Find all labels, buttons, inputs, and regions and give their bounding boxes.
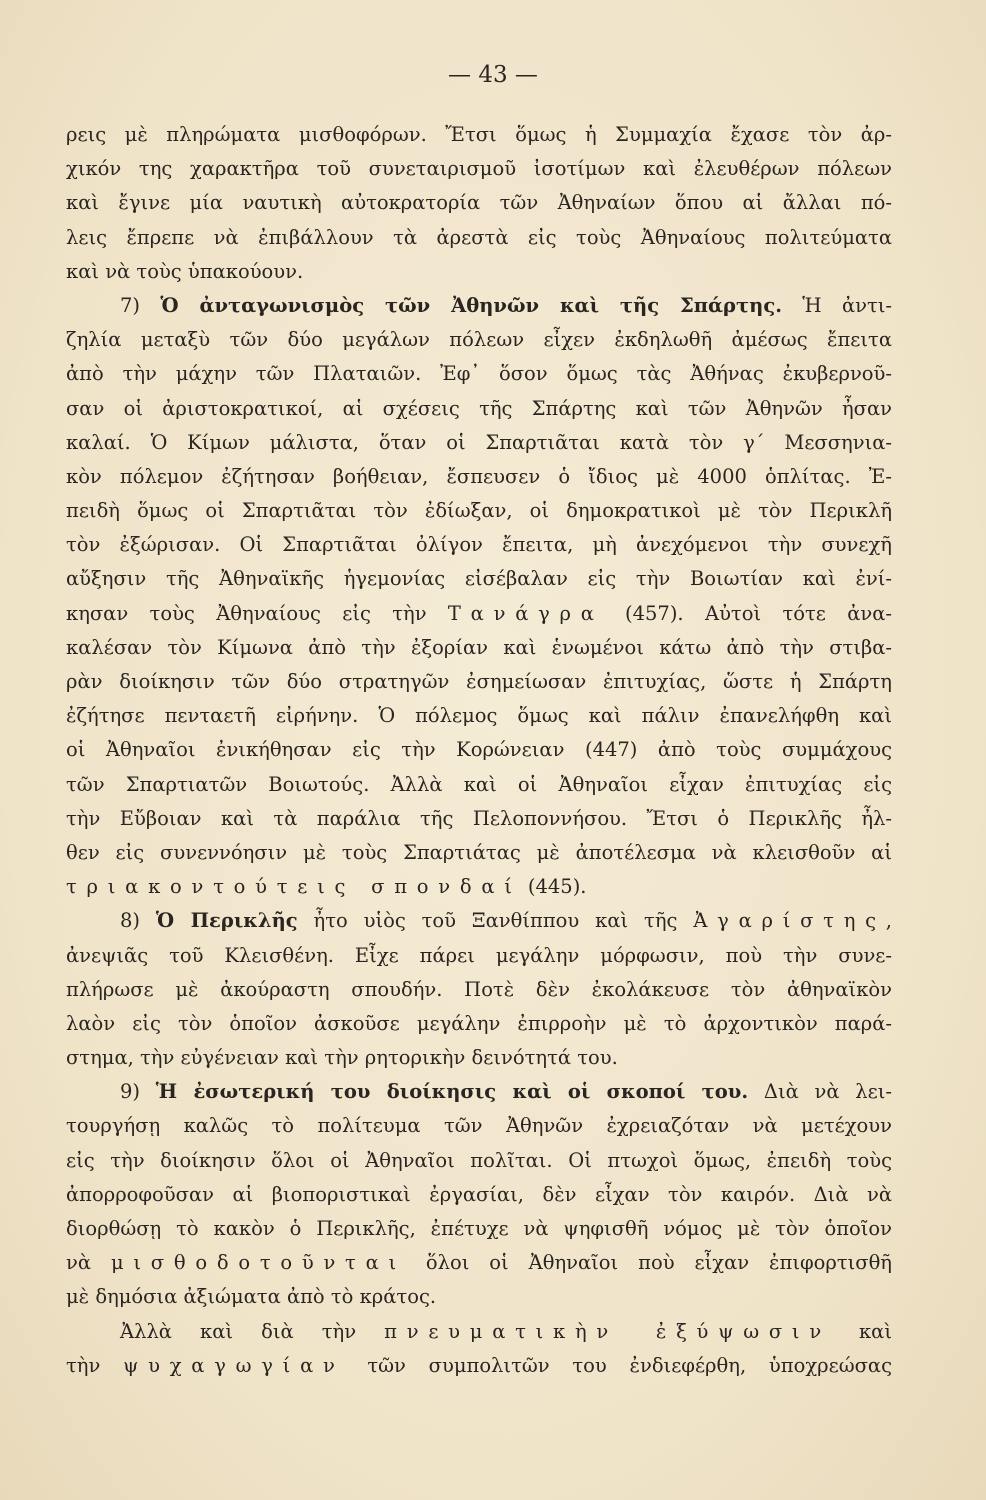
line-text: πλήρωσε μὲ ἀκούραστη σπουδήν. Ποτὲ δὲν ἐκολάκευσε τὸν ἀθηναϊκὸν: [66, 977, 892, 1001]
text-line: [66, 699, 892, 733]
text-line: [66, 1041, 892, 1075]
line-text: τουργήσῃ καλῶς τὸ πολίτευμα τῶν Ἀθηνῶν ἐχρειαζόταν νὰ μετέχουν: [66, 1114, 892, 1138]
line-text: αὔξησιν τῆς Ἀθηναϊκῆς ἡγεμονίας εἰσέβαλαν εἰς τὴν Βοιωτίαν καὶ ἐνί-: [66, 567, 892, 591]
emphasized-text: πνευματικὴν ἐξύψωσιν: [384, 1319, 831, 1343]
line-text: οἱ Ἀθηναῖοι ἐνικήθησαν εἰς τὴν Κορώνειαν (447) ἀπὸ τοὺς συμμάχους: [66, 738, 892, 762]
line-text: καὶ νὰ τοὺς ὑπακούουν.: [66, 259, 304, 283]
line-text: θεν εἰς συνεννόησιν μὲ τοὺς Σπαρτιάτας μὲ ἀποτέλεσμα νὰ κλεισθοῦν αἱ: [66, 840, 892, 864]
emphasized-text: ψυχαγωγίαν: [123, 1353, 345, 1377]
text-line: [66, 836, 892, 870]
emphasized-text: Τανάγρα: [447, 601, 604, 625]
text-line: [66, 665, 892, 699]
line-text: λεις ἔπρεπε νὰ ἐπιβάλλουν τὰ ἀρεστὰ εἰς τοὺς Ἀθηναίους πολιτεύματα: [66, 225, 892, 249]
text-line: [66, 870, 892, 904]
text-line: [66, 1349, 892, 1383]
text-line: [66, 768, 892, 802]
line-text: λαὸν εἰς τὸν ὁποῖον ἀσκοῦσε μεγάλην ἐπιρροὴν μὲ τὸ ἀρχοντικὸν παρά-: [66, 1011, 892, 1035]
text-line: [66, 494, 892, 528]
line-text: καλέσαν τὸν Κίμωνα ἀπὸ τὴν ἐξορίαν καὶ ἑνωμένοι κάτω ἀπὸ τὴν στιβα-: [66, 635, 892, 659]
line-text: τῶν Σπαρτιατῶν Βοιωτούς. Ἀλλὰ καὶ οἱ Ἀθηναῖοι εἶχαν ἐπιτυχίας εἰς: [66, 772, 892, 796]
line-text: καὶ: [830, 1319, 892, 1343]
line-text: κὸν πόλεμον ἐζήτησαν βοήθειαν, ἔσπευσεν ὁ ἴδιος μὲ 4000 ὁπλίτας. Ἐ-: [66, 464, 892, 488]
line-text: εἰς τὴν διοίκησιν ὅλοι οἱ Ἀθηναῖοι πολῖται. Οἱ πτωχοὶ ὅμως, ἐπειδὴ τοὺς: [66, 1148, 892, 1172]
text-line: [66, 323, 892, 357]
line-text: χικόν της χαρακτῆρα τοῦ συνεταιρισμοῦ ἰσοτίμων καὶ ἐλευθέρων πόλεων: [66, 157, 892, 181]
text-line: [66, 631, 892, 665]
section-heading: Ὁ Περικλῆς: [155, 909, 298, 933]
text-line: [66, 562, 892, 596]
line-text: 9): [120, 1080, 156, 1104]
emphasized-text: μισθοδοτοῦνται: [110, 1251, 406, 1275]
text-line: [66, 1075, 892, 1109]
line-text: μὲ δημόσια ἀξιώματα ἀπὸ τὸ κράτος.: [66, 1285, 437, 1309]
line-text: τὸν ἐξώρισαν. Οἱ Σπαρτιᾶται ὀλίγον ἔπειτα, μὴ ἀνεχόμενοι τὴν συνεχῆ: [66, 533, 892, 557]
text-line: [66, 357, 892, 391]
line-text: (457). Αὐτοὶ τότε ἀνα-: [603, 601, 892, 625]
line-text: τὴν Εὔβοιαν καὶ τὰ παράλια τῆς Πελοποννήσου. Ἔτσι ὁ Περικλῆς ἦλ-: [66, 806, 892, 830]
text-line: [66, 255, 892, 289]
line-text: Ἀλλὰ καὶ διὰ τὴν: [120, 1319, 385, 1343]
line-text: διορθώσῃ τὸ κακὸν ὁ Περικλῆς, ἐπέτυχε νὰ ψηφισθῆ νόμος μὲ τὸν ὁποῖον: [66, 1217, 892, 1240]
text-line: [66, 802, 892, 836]
line-text: σαν οἱ ἀριστοκρατικοί, αἱ σχέσεις τῆς Σπάρτης καὶ τῶν Ἀθηνῶν ἦσαν: [66, 396, 892, 420]
text-line: [66, 1246, 892, 1280]
line-text: νὰ: [66, 1251, 111, 1275]
text-line: [66, 1178, 892, 1212]
line-text: ἀπορροφοῦσαν αἱ βιοποριστικαὶ ἐργασίαι, δὲν εἶχαν τὸν καιρόν. Διὰ νὰ: [66, 1182, 892, 1206]
line-text: Διὰ νὰ λει-: [748, 1080, 892, 1104]
text-line: [66, 1212, 892, 1246]
body-text: [66, 118, 892, 1383]
text-line: [66, 392, 892, 426]
text-line: [66, 118, 892, 152]
line-text: κησαν τοὺς Ἀθηναίους εἰς τὴν: [66, 601, 448, 625]
text-line: [66, 973, 892, 1007]
line-text: ὅλοι οἱ Ἀθηναῖοι ποὺ εἶχαν ἐπιφορτισθῆ: [405, 1251, 892, 1275]
line-text: ρὰν διοίκησιν τῶν δύο στρατηγῶν ἐσημείωσαν ἐπιτυχίας, ὥστε ἡ Σπάρτη: [66, 670, 892, 693]
text-line: [66, 460, 892, 494]
text-line: [66, 186, 892, 220]
text-line: [66, 1280, 892, 1314]
text-line: [66, 1315, 892, 1349]
line-text: ,: [885, 909, 892, 933]
text-line: [66, 221, 892, 255]
line-text: στημα, τὴν εὐγένειαν καὶ τὴν ρητορικὴν δεινότητά του.: [66, 1046, 618, 1070]
text-line: [66, 939, 892, 973]
text-line: [66, 1109, 892, 1143]
line-text: τὴν: [66, 1353, 124, 1377]
line-text: 8): [120, 909, 156, 933]
line-text: τῶν συμπολιτῶν του ἐνδιεφέρθη, ὑποχρεώσας: [344, 1353, 892, 1377]
text-line: [66, 289, 892, 323]
line-text: ἀπὸ τὴν μάχην τῶν Πλαταιῶν. Ἐφ᾽ ὅσον ὅμως τὰς Ἀθήνας ἐκυβερνοῦ-: [66, 362, 892, 386]
line-text: (445).: [521, 875, 587, 899]
line-text: 7): [120, 293, 161, 317]
text-line: [66, 1144, 892, 1178]
page-number: — 43 —: [448, 62, 538, 88]
text-line: [66, 597, 892, 631]
line-text: ἐζήτησε πενταετῆ εἰρήνην. Ὁ πόλεμος ὅμως καὶ πάλιν ἐπανελήφθη καὶ: [66, 704, 892, 728]
emphasized-text: τριακοντούτεις σπονδαί: [66, 875, 522, 899]
line-text: ἦτο υἱὸς τοῦ Ξανθίππου καὶ τῆς: [297, 909, 694, 933]
text-line: [66, 1007, 892, 1041]
text-line: [66, 904, 892, 938]
text-line: [66, 426, 892, 460]
emphasized-text: Ἀγαρίστης: [693, 909, 886, 933]
line-text: ζηλία μεταξὺ τῶν δύο μεγάλων πόλεων εἶχεν ἐκδηλωθῆ ἀμέσως ἔπειτα: [66, 328, 892, 352]
text-line: [66, 152, 892, 186]
line-text: καὶ ἔγινε μία ναυτικὴ αὐτοκρατορία τῶν Ἀθηναίων ὅπου αἱ ἄλλαι πό-: [66, 191, 892, 215]
line-text: Ἡ ἀντι-: [781, 293, 893, 317]
line-text: καλαί. Ὁ Κίμων μάλιστα, ὅταν οἱ Σπαρτιᾶται κατὰ τὸν γ΄ Μεσσηνια-: [66, 430, 892, 454]
text-line: [66, 733, 892, 767]
section-heading: Ὁ ἀνταγωνισμὸς τῶν Ἀθηνῶν καὶ τῆς Σπάρτης.: [160, 293, 782, 317]
line-text: ἀνεψιᾶς τοῦ Κλεισθένη. Εἶχε πάρει μεγάλην μόρφωσιν, ποὺ τὴν συνε-: [66, 943, 892, 967]
text-line: [66, 528, 892, 562]
section-heading: Ἡ ἐσωτερική του διοίκησις καὶ οἱ σκοποί του.: [155, 1080, 749, 1104]
line-text: πειδὴ ὅμως οἱ Σπαρτιᾶται τὸν ἐδίωξαν, οἱ δημοκρατικοὶ μὲ τὸν Περικλῆ: [66, 499, 892, 523]
line-text: ρεις μὲ πληρώματα μισθοφόρων. Ἔτσι ὅμως ἡ Συμμαχία ἔχασε τὸν ἀρ-: [66, 123, 892, 146]
